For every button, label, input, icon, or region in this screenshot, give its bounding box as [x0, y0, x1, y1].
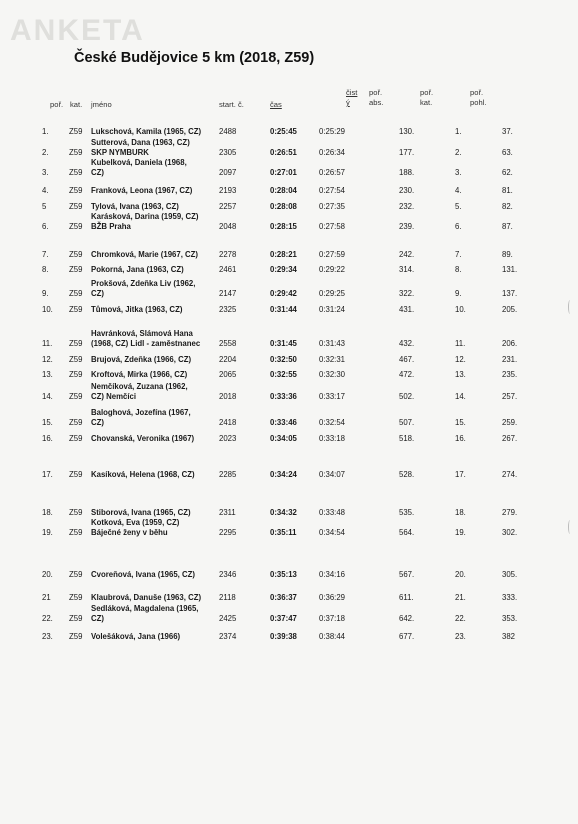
header-poradi-kategorie: poř. kat.: [420, 88, 434, 107]
row-21-start: 2118: [219, 593, 236, 602]
row-10-cisty: 0:31:24: [319, 305, 346, 314]
row-22-poradi: 22.: [42, 614, 53, 623]
row-19-pohl: 302.: [502, 528, 518, 537]
row-19-cisty: 0:34:54: [319, 528, 346, 537]
row-10-pohl: 205.: [502, 305, 518, 314]
header-poradi-absolutni: poř. abs.: [369, 88, 384, 107]
row-9-kat: Z59: [69, 289, 83, 298]
row-8-poradi: 8.: [42, 265, 49, 274]
row-7-katp: 7.: [455, 250, 462, 259]
row-10-cas: 0:31:44: [270, 305, 297, 314]
row-20-katp: 20.: [455, 570, 466, 579]
row-21-cisty: 0:36:29: [319, 593, 346, 602]
row-14-cas: 0:33:36: [270, 392, 297, 401]
row-17-cisty: 0:34:07: [319, 470, 346, 479]
row-21-kat: Z59: [69, 593, 83, 602]
row-8-katp: 8.: [455, 265, 462, 274]
row-14-poradi: 14.: [42, 392, 53, 401]
row-6-poradi: 6.: [42, 222, 49, 231]
row-16-katp: 16.: [455, 434, 466, 443]
row-4-abs: 230.: [399, 186, 415, 195]
row-22-pohl: 353.: [502, 614, 518, 623]
row-18-start: 2311: [219, 508, 236, 517]
row-23-pohl: 382: [502, 632, 516, 641]
row-20-cas: 0:35:13: [270, 570, 297, 579]
row-14-jmeno: Nemčíková, Zuzana (1962, CZ) Nemčíci: [91, 382, 188, 401]
row-2-kat: Z59: [69, 148, 83, 157]
row-20-kat: Z59: [69, 570, 83, 579]
row-11-start: 2558: [219, 339, 237, 348]
row-6-jmeno: Karásková, Darina (1959, CZ) BŽB Praha: [91, 212, 199, 231]
row-1-cas: 0:25:45: [270, 127, 297, 136]
row-19-katp: 19.: [455, 528, 466, 537]
row-14-kat: Z59: [69, 392, 83, 401]
row-8-kat: Z59: [69, 265, 83, 274]
row-14-start: 2018: [219, 392, 237, 401]
row-3-kat: Z59: [69, 168, 83, 177]
row-8-abs: 314.: [399, 265, 415, 274]
row-9-abs: 322.: [399, 289, 415, 298]
row-22-cisty: 0:37:18: [319, 614, 346, 623]
row-15-cisty: 0:32:54: [319, 418, 346, 427]
row-11-abs: 432.: [399, 339, 415, 348]
row-20-start: 2346: [219, 570, 237, 579]
row-22-jmeno: Sedláková, Magdalena (1965, CZ): [91, 604, 199, 623]
row-18-abs: 535.: [399, 508, 415, 517]
row-8-start: 2461: [219, 265, 237, 274]
row-10-poradi: 10.: [42, 305, 53, 314]
header-poradi-pohlavi: poř. pohl.: [470, 88, 487, 107]
row-12-cas: 0:32:50: [270, 355, 297, 364]
row-11-katp: 11.: [455, 339, 466, 348]
row-12-jmeno: Brujová, Zdeňka (1966, CZ): [91, 355, 192, 364]
row-3-jmeno: Kubelková, Daniela (1968, CZ): [91, 158, 187, 177]
row-13-start: 2065: [219, 370, 237, 379]
row-2-pohl: 63.: [502, 148, 513, 157]
row-17-cas: 0:34:24: [270, 470, 297, 479]
row-4-cisty: 0:27:54: [319, 186, 346, 195]
row-5-abs: 232.: [399, 202, 415, 211]
page-title: České Budějovice 5 km (2018, Z59): [74, 50, 315, 66]
row-22-katp: 22.: [455, 614, 466, 623]
row-5-jmeno: Tylová, Ivana (1963, CZ): [91, 202, 179, 211]
row-9-poradi: 9.: [42, 289, 49, 298]
row-10-jmeno: Tůmová, Jitka (1963, CZ): [91, 305, 183, 314]
row-15-pohl: 259.: [502, 418, 518, 427]
row-4-cas: 0:28:04: [270, 186, 297, 195]
row-12-katp: 12.: [455, 355, 466, 364]
row-13-cas: 0:32:55: [270, 370, 297, 379]
row-23-jmeno: Volešáková, Jana (1966): [91, 632, 181, 641]
row-9-katp: 9.: [455, 289, 462, 298]
row-6-katp: 6.: [455, 222, 462, 231]
row-6-pohl: 87.: [502, 222, 513, 231]
row-2-abs: 177.: [399, 148, 415, 157]
row-9-start: 2147: [219, 289, 237, 298]
row-18-kat: Z59: [69, 508, 83, 517]
row-16-abs: 518.: [399, 434, 415, 443]
row-15-kat: Z59: [69, 418, 83, 427]
row-11-kat: Z59: [69, 339, 83, 348]
row-19-abs: 564.: [399, 528, 415, 537]
row-12-cisty: 0:32:31: [319, 355, 346, 364]
row-16-cisty: 0:33:18: [319, 434, 346, 443]
row-15-abs: 507.: [399, 418, 415, 427]
row-16-poradi: 16.: [42, 434, 53, 443]
row-20-abs: 567.: [399, 570, 415, 579]
header-jmeno: jméno: [91, 100, 112, 109]
row-3-poradi: 3.: [42, 168, 49, 177]
row-16-kat: Z59: [69, 434, 83, 443]
row-13-kat: Z59: [69, 370, 83, 379]
row-1-pohl: 37.: [502, 127, 513, 136]
row-20-pohl: 305.: [502, 570, 518, 579]
row-1-poradi: 1.: [42, 127, 49, 136]
row-23-poradi: 23.: [42, 632, 53, 641]
row-16-cas: 0:34:05: [270, 434, 297, 443]
row-5-katp: 5.: [455, 202, 462, 211]
row-7-abs: 242.: [399, 250, 415, 259]
row-8-jmeno: Pokorná, Jana (1963, CZ): [91, 265, 184, 274]
row-5-cas: 0:28:08: [270, 202, 297, 211]
row-23-cas: 0:39:38: [270, 632, 297, 641]
row-17-kat: Z59: [69, 470, 83, 479]
row-16-start: 2023: [219, 434, 237, 443]
header-startovni-cislo: start. č.: [219, 100, 244, 109]
row-4-start: 2193: [219, 186, 237, 195]
row-5-poradi: 5: [42, 202, 47, 211]
row-12-abs: 467.: [399, 355, 415, 364]
row-11-cas: 0:31:45: [270, 339, 297, 348]
row-1-katp: 1.: [455, 127, 462, 136]
row-14-pohl: 257.: [502, 392, 518, 401]
row-12-pohl: 231.: [502, 355, 518, 364]
row-14-katp: 14.: [455, 392, 466, 401]
row-12-start: 2204: [219, 355, 237, 364]
row-1-kat: Z59: [69, 127, 83, 136]
row-5-kat: Z59: [69, 202, 83, 211]
row-3-cas: 0:27:01: [270, 168, 297, 177]
row-17-jmeno: Kasíková, Helena (1968, CZ): [91, 470, 195, 479]
row-7-start: 2278: [219, 250, 237, 259]
row-17-katp: 17.: [455, 470, 466, 479]
row-15-katp: 15.: [455, 418, 466, 427]
row-7-cas: 0:28:21: [270, 250, 297, 259]
row-4-pohl: 81.: [502, 186, 513, 195]
row-6-cas: 0:28:15: [270, 222, 297, 231]
row-15-cas: 0:33:46: [270, 418, 297, 427]
row-2-start: 2305: [219, 148, 237, 157]
row-13-katp: 13.: [455, 370, 466, 379]
row-13-poradi: 13.: [42, 370, 53, 379]
row-22-kat: Z59: [69, 614, 83, 623]
row-7-kat: Z59: [69, 250, 83, 259]
row-16-pohl: 267.: [502, 434, 518, 443]
row-10-abs: 431.: [399, 305, 415, 314]
row-7-cisty: 0:27:59: [319, 250, 346, 259]
header-cisty-cas: čist ý: [346, 88, 358, 107]
row-2-katp: 2.: [455, 148, 462, 157]
row-18-cas: 0:34:32: [270, 508, 297, 517]
row-11-pohl: 206.: [502, 339, 518, 348]
row-2-poradi: 2.: [42, 148, 49, 157]
row-11-poradi: 11.: [42, 339, 53, 348]
row-7-poradi: 7.: [42, 250, 49, 259]
row-10-start: 2325: [219, 305, 237, 314]
row-21-katp: 21.: [455, 593, 466, 602]
scan-artifact: [568, 300, 572, 314]
row-6-abs: 239.: [399, 222, 415, 231]
header-kategorie: kat.: [70, 100, 83, 109]
row-8-cas: 0:29:34: [270, 265, 297, 274]
row-8-pohl: 131.: [502, 265, 518, 274]
row-19-kat: Z59: [69, 528, 83, 537]
row-21-pohl: 333.: [502, 593, 518, 602]
row-2-jmeno: Sutterová, Dana (1963, CZ) SKP NYMBURK: [91, 138, 190, 157]
row-20-jmeno: Cvoreňová, Ivana (1965, CZ): [91, 570, 195, 579]
row-23-kat: Z59: [69, 632, 83, 641]
row-11-cisty: 0:31:43: [319, 339, 346, 348]
row-18-pohl: 279.: [502, 508, 518, 517]
row-17-abs: 528.: [399, 470, 415, 479]
row-4-jmeno: Franková, Leona (1967, CZ): [91, 186, 193, 195]
row-6-cisty: 0:27:58: [319, 222, 346, 231]
row-19-poradi: 19.: [42, 528, 53, 537]
row-12-kat: Z59: [69, 355, 83, 364]
row-19-start: 2295: [219, 528, 237, 537]
row-3-start: 2097: [219, 168, 237, 177]
row-11-jmeno: Havránková, Slámová Hana (1968, CZ) Lidl - zaměstnanec: [91, 329, 201, 348]
row-15-start: 2418: [219, 418, 237, 427]
row-9-pohl: 137.: [502, 289, 518, 298]
row-22-abs: 642.: [399, 614, 415, 623]
row-22-start: 2425: [219, 614, 237, 623]
row-15-poradi: 15.: [42, 418, 53, 427]
scan-artifact: [568, 520, 572, 534]
row-5-pohl: 82.: [502, 202, 513, 211]
row-17-pohl: 274.: [502, 470, 518, 479]
row-7-jmeno: Chromková, Marie (1967, CZ): [91, 250, 199, 259]
row-10-katp: 10.: [455, 305, 466, 314]
row-18-poradi: 18.: [42, 508, 53, 517]
faded-header-watermark: ANKETA: [10, 14, 145, 47]
row-20-poradi: 20.: [42, 570, 53, 579]
row-21-poradi: 21: [42, 593, 51, 602]
row-13-cisty: 0:32:30: [319, 370, 346, 379]
row-14-abs: 502.: [399, 392, 415, 401]
row-21-cas: 0:36:37: [270, 593, 297, 602]
row-19-jmeno: Kotková, Eva (1959, CZ) Báječné ženy v běhu: [91, 518, 180, 537]
row-1-start: 2488: [219, 127, 237, 136]
row-21-jmeno: Klaubrová, Danuše (1963, CZ): [91, 593, 202, 602]
row-4-kat: Z59: [69, 186, 83, 195]
row-14-cisty: 0:33:17: [319, 392, 346, 401]
row-15-jmeno: Baloghová, Jozefína (1967, CZ): [91, 408, 191, 427]
row-4-poradi: 4.: [42, 186, 49, 195]
row-3-pohl: 62.: [502, 168, 513, 177]
row-18-katp: 18.: [455, 508, 466, 517]
row-7-pohl: 89.: [502, 250, 513, 259]
row-23-katp: 23.: [455, 632, 466, 641]
row-22-cas: 0:37:47: [270, 614, 297, 623]
row-21-abs: 611.: [399, 593, 414, 602]
row-9-jmeno: Prokšová, Zdeňka Liv (1962, CZ): [91, 279, 196, 298]
row-2-cas: 0:26:51: [270, 148, 297, 157]
row-23-cisty: 0:38:44: [319, 632, 346, 641]
row-2-cisty: 0:26:34: [319, 148, 346, 157]
row-18-cisty: 0:33:48: [319, 508, 346, 517]
row-1-cisty: 0:25:29: [319, 127, 346, 136]
row-19-cas: 0:35:11: [270, 528, 297, 537]
row-18-jmeno: Stiborová, Ivana (1965, CZ): [91, 508, 191, 517]
row-13-abs: 472.: [399, 370, 415, 379]
row-12-poradi: 12.: [42, 355, 53, 364]
header-poradi: poř.: [50, 100, 64, 109]
row-17-start: 2285: [219, 470, 237, 479]
row-3-abs: 188.: [399, 168, 415, 177]
row-9-cas: 0:29:42: [270, 289, 297, 298]
row-17-poradi: 17.: [42, 470, 53, 479]
row-10-kat: Z59: [69, 305, 83, 314]
row-4-katp: 4.: [455, 186, 462, 195]
row-6-kat: Z59: [69, 222, 83, 231]
row-8-cisty: 0:29:22: [319, 265, 346, 274]
row-13-pohl: 235.: [502, 370, 518, 379]
header-cas: čas: [270, 100, 282, 109]
row-23-abs: 677.: [399, 632, 415, 641]
row-5-start: 2257: [219, 202, 237, 211]
row-20-cisty: 0:34:16: [319, 570, 346, 579]
row-3-katp: 3.: [455, 168, 462, 177]
row-3-cisty: 0:26:57: [319, 168, 346, 177]
row-5-cisty: 0:27:35: [319, 202, 346, 211]
row-1-abs: 130.: [399, 127, 415, 136]
row-6-start: 2048: [219, 222, 237, 231]
row-13-jmeno: Kroftová, Mirka (1966, CZ): [91, 370, 188, 379]
row-9-cisty: 0:29:25: [319, 289, 346, 298]
row-1-jmeno: Lukschová, Kamila (1965, CZ): [91, 127, 202, 136]
row-16-jmeno: Chovanská, Veronika (1967): [91, 434, 195, 443]
row-23-start: 2374: [219, 632, 237, 641]
